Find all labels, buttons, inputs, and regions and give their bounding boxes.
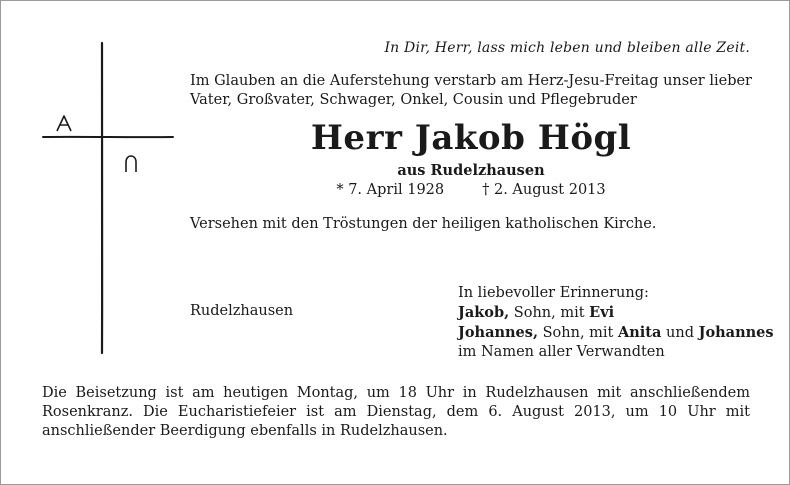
funeral-info: Die Beisetzung ist am heutigen Montag, um 18 Uhr in Rudelzhausen mit anschließendem Rosenkranz. Die Eucharistiefeier ist am Dienstag, dem 6. August 2013, um 10 Uhr mit anschließender Beerdigung ebenfalls in Rudelzhausen. <box>42 385 750 439</box>
mourner-name: Anita <box>618 324 662 341</box>
motto: In Dir, Herr, lass mich leben und bleiben alle Zeit. <box>384 40 750 56</box>
life-dates <box>190 182 752 198</box>
mourner-connector: und <box>661 325 699 341</box>
cross-icon <box>40 40 180 360</box>
mourner-name: Jakob, <box>458 304 510 321</box>
mourner-relation: Sohn, mit <box>509 305 590 321</box>
mourner-line-2 <box>458 323 774 343</box>
origin: aus Rudelzhausen <box>397 162 545 179</box>
mourner-name: Johannes <box>698 324 774 341</box>
deceased-name: Herr Jakob Högl <box>310 118 632 158</box>
mourner-relation: Sohn, mit <box>538 325 618 341</box>
sacrament-note: Versehen mit den Tröstungen der heiligen katholischen Kirche. <box>190 216 657 232</box>
mourner-name: Evi <box>589 304 615 321</box>
mourner-line-3: im Namen aller Verwandten <box>458 344 665 360</box>
mourners-block <box>458 284 774 362</box>
mourner-line-1 <box>458 303 774 323</box>
mourner-name: Johannes, <box>458 324 538 341</box>
alpha-icon <box>57 116 71 131</box>
place: Rudelzhausen <box>190 303 294 319</box>
mourners-heading: In liebevoller Erinnerung: <box>458 285 649 301</box>
omega-icon <box>126 156 136 172</box>
death-date: † 2. August 2013 <box>482 182 606 198</box>
intro-text: Im Glauben an die Auferstehung verstarb am Herz-Jesu-Freitag unser lieber Vater, Großvater, Schwager, Onkel, Cousin und Pflegebruder <box>190 73 752 108</box>
birth-date: * 7. April 1928 <box>336 182 445 198</box>
